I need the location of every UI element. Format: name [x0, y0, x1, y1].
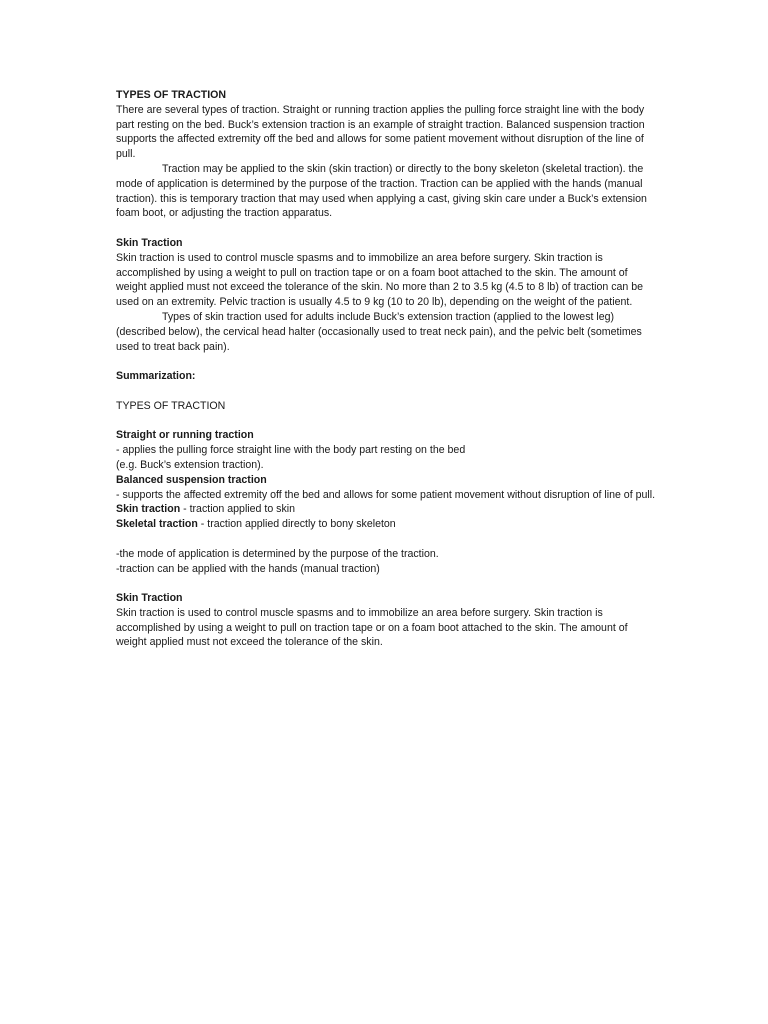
- paragraph-skin-traction-repeat: Skin traction is used to control muscle spasms and to immobilize an area before surgery. Skin traction is accomplished by using a weight to pull on traction tape or on a foam boot attached to the skin. The amount of weight applied must not exceed the tolerance of the skin.: [116, 606, 628, 649]
- summary-skin-traction-definition: - traction applied to skin: [180, 503, 295, 516]
- paragraph-types-intro: There are several types of traction. Straight or running traction applies the pulling force straight line with the body part resting on the bed. Buck’s extension traction is an example of straight traction. Balanced suspension traction supports the affected extremity off the bed and allows for some patient movement without disruption of the line of pull.: [116, 103, 645, 161]
- summary-straight-traction-line1: - applies the pulling force straight line with the body part resting on the bed: [116, 444, 466, 457]
- summary-manual-line: -traction can be applied with the hands (manual traction): [116, 562, 380, 575]
- summary-skin-traction-line: [116, 502, 656, 517]
- section-heading-skin-traction-repeat: Skin Traction: [116, 592, 183, 605]
- summary-heading: Summarization:: [116, 370, 196, 383]
- paragraph-traction-application: Traction may be applied to the skin (skin traction) or directly to the bony skeleton (skeletal traction). the mode of application is determined by the purpose of the traction. Traction can be applied with the hands (manual traction). this is temporary traction that may used when applying a cast, giving skin care under a Buck’s extension foam boot, or adjusting the traction apparatus.: [116, 162, 647, 220]
- summary-subtitle: TYPES OF TRACTION: [116, 399, 226, 412]
- summary-balanced-traction-title: Balanced suspension traction: [116, 473, 267, 486]
- section-heading-skin-traction: Skin Traction: [116, 236, 183, 249]
- summary-straight-traction-line2: (e.g. Buck’s extension traction).: [116, 458, 264, 471]
- spacer: [116, 576, 656, 591]
- summary-straight-traction-title: Straight or running traction: [116, 429, 254, 442]
- summary-skeletal-traction-term: Skeletal traction: [116, 518, 198, 531]
- paragraph-skin-traction-types: Types of skin traction used for adults include Buck’s extension traction (applied to the lowest leg) (described below), the cervical head halter (occasionally used to treat neck pain), and the pelvic belt (sometimes used to treat back pain).: [116, 310, 642, 353]
- paragraph-skin-traction-details: Skin traction is used to control muscle spasms and to immobilize an area before surgery. Skin traction is accomplished by using a weight to pull on traction tape or on a foam boot attached to the skin. The amount of weight applied must not exceed the tolerance of the skin. No more than 2 to 3.5 kg (4.5 to 8 lb) of traction can be used on an extremity. Pelvic traction is usually 4.5 to 9 kg (10 to 20 lb), depending on the weight of the patient.: [116, 251, 644, 309]
- document-page: [116, 88, 656, 650]
- summary-skeletal-traction-line: [116, 517, 656, 532]
- section-heading-types-of-traction: TYPES OF TRACTION: [116, 89, 227, 101]
- spacer: [116, 384, 656, 399]
- summary-mode-line: -the mode of application is determined by the purpose of the traction.: [116, 547, 439, 560]
- spacer: [116, 532, 656, 547]
- spacer: [116, 221, 656, 236]
- summary-balanced-traction-text: - supports the affected extremity off the bed and allows for some patient movement without disruption of line of pull.: [116, 488, 656, 501]
- spacer: [116, 414, 656, 429]
- summary-skin-traction-term: Skin traction: [116, 503, 181, 516]
- spacer: [116, 354, 656, 369]
- summary-skeletal-traction-definition: - traction applied directly to bony skeleton: [197, 518, 396, 531]
